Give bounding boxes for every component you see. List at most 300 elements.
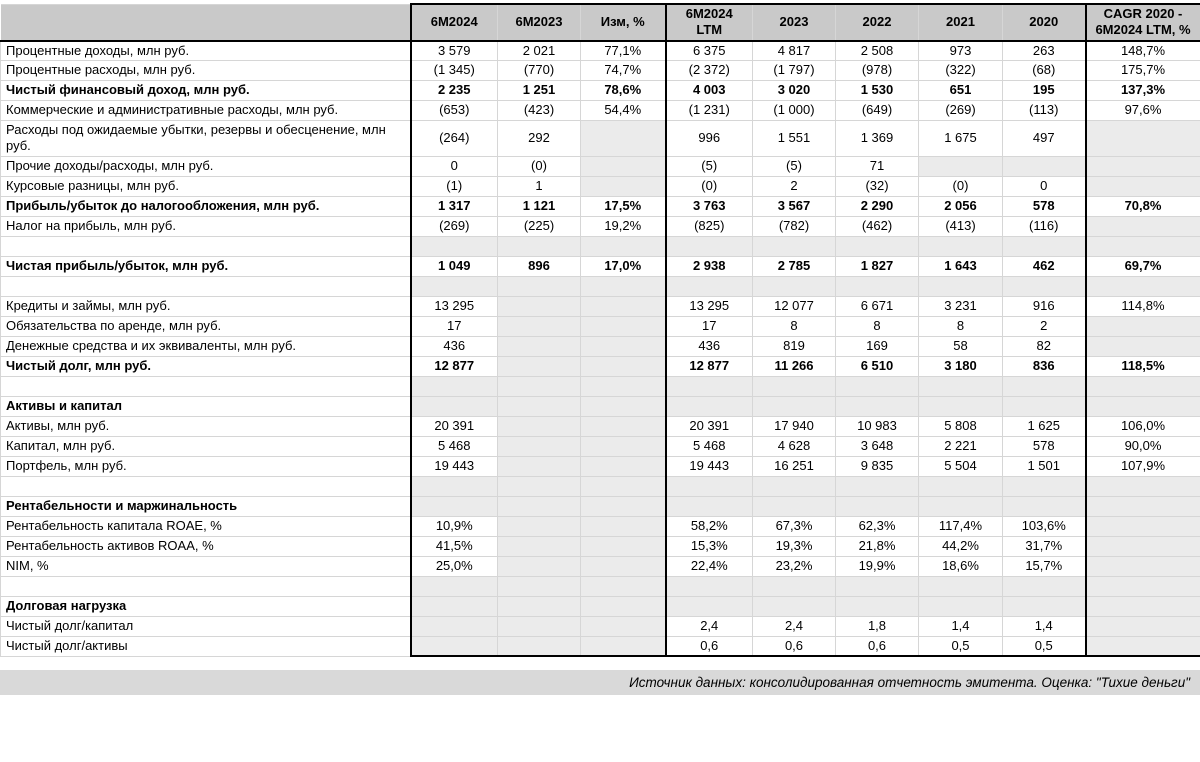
column-header: Изм, % (581, 4, 666, 41)
row-label: Чистый финансовый доход, млн руб. (1, 81, 411, 101)
cell: 1 675 (919, 121, 1003, 157)
cell (666, 496, 753, 516)
cell: 20 391 (666, 416, 753, 436)
cell: (0) (666, 176, 753, 196)
cell (411, 396, 498, 416)
cell: 2 021 (498, 41, 581, 61)
cell: 3 180 (919, 356, 1003, 376)
cell: 6 510 (836, 356, 919, 376)
table-row (1, 356, 1200, 376)
footer-gap (0, 657, 1200, 670)
cell: 148,7% (1086, 41, 1200, 61)
cell: 10 983 (836, 416, 919, 436)
cell (411, 376, 498, 396)
cell (1086, 396, 1200, 416)
row-label: Кредиты и займы, млн руб. (1, 296, 411, 316)
cell: 137,3% (1086, 81, 1200, 101)
cell (581, 176, 666, 196)
cell: 19 443 (666, 456, 753, 476)
cell (498, 336, 581, 356)
cell: 1 551 (753, 121, 836, 157)
cell (581, 416, 666, 436)
cell (581, 156, 666, 176)
cell (836, 276, 919, 296)
cell: 195 (1003, 81, 1086, 101)
cell: 0 (1003, 176, 1086, 196)
cell: 996 (666, 121, 753, 157)
section-header: Рентабельности и маржинальность (1, 496, 411, 516)
cell: 106,0% (1086, 416, 1200, 436)
cell: 0,6 (666, 636, 753, 656)
cell (498, 556, 581, 576)
cell: 67,3% (753, 516, 836, 536)
cell: 19,2% (581, 216, 666, 236)
cell (1086, 476, 1200, 496)
cell: 1 501 (1003, 456, 1086, 476)
cell (581, 616, 666, 636)
table-row (1, 101, 1200, 121)
cell: 578 (1003, 436, 1086, 456)
footer-band (0, 670, 1200, 695)
cell (1086, 376, 1200, 396)
row-label: Прочие доходы/расходы, млн руб. (1, 156, 411, 176)
cell: (413) (919, 216, 1003, 236)
table-row (1, 156, 1200, 176)
cell (1086, 636, 1200, 656)
column-header: 6М2024 (411, 4, 498, 41)
cell: 16 251 (753, 456, 836, 476)
cell: (0) (919, 176, 1003, 196)
cell (919, 236, 1003, 256)
spacer-row (1, 276, 1200, 296)
column-header: 2021 (919, 4, 1003, 41)
cell (753, 376, 836, 396)
cell: 2 290 (836, 196, 919, 216)
row-label: Рентабельность капитала ROAE, % (1, 516, 411, 536)
cell: 12 877 (666, 356, 753, 376)
cell (581, 276, 666, 296)
cell (919, 376, 1003, 396)
table-row (1, 416, 1200, 436)
cell (666, 236, 753, 256)
cell (1086, 156, 1200, 176)
row-label: Процентные доходы, млн руб. (1, 41, 411, 61)
cell: 90,0% (1086, 436, 1200, 456)
cell: (322) (919, 61, 1003, 81)
cell: 1 625 (1003, 416, 1086, 436)
cell: 4 628 (753, 436, 836, 456)
cell: 1,4 (919, 616, 1003, 636)
section-header: Долговая нагрузка (1, 596, 411, 616)
cell (498, 396, 581, 416)
cell: 1 (498, 176, 581, 196)
row-label: Портфель, млн руб. (1, 456, 411, 476)
cell: 10,9% (411, 516, 498, 536)
cell (581, 316, 666, 336)
row-label: Процентные расходы, млн руб. (1, 61, 411, 81)
cell (1086, 121, 1200, 157)
cell: 15,7% (1003, 556, 1086, 576)
cell: 8 (753, 316, 836, 336)
cell (581, 556, 666, 576)
cell: (1 231) (666, 101, 753, 121)
cell: 651 (919, 81, 1003, 101)
section-header: Активы и капитал (1, 396, 411, 416)
cell: 3 567 (753, 196, 836, 216)
cell (581, 576, 666, 596)
cell: 0 (411, 156, 498, 176)
cell: 5 504 (919, 456, 1003, 476)
cell: 19 443 (411, 456, 498, 476)
row-label: Денежные средства и их эквиваленты, млн руб. (1, 336, 411, 356)
cell: (116) (1003, 216, 1086, 236)
cell (411, 576, 498, 596)
cell: 1 643 (919, 256, 1003, 276)
cell: (1 797) (753, 61, 836, 81)
cell (666, 376, 753, 396)
cell (836, 376, 919, 396)
cell (1086, 216, 1200, 236)
cell: (825) (666, 216, 753, 236)
cell: 1 251 (498, 81, 581, 101)
cell: 2 (753, 176, 836, 196)
cell (498, 296, 581, 316)
cell: 44,2% (919, 536, 1003, 556)
spacer-row (1, 376, 1200, 396)
cell: 896 (498, 256, 581, 276)
cell (498, 516, 581, 536)
cell: (5) (666, 156, 753, 176)
cell: (225) (498, 216, 581, 236)
cell (498, 456, 581, 476)
cell: 114,8% (1086, 296, 1200, 316)
cell (1086, 276, 1200, 296)
cell: (264) (411, 121, 498, 157)
cell: 19,9% (836, 556, 919, 576)
cell (919, 396, 1003, 416)
cell (919, 156, 1003, 176)
cell (581, 236, 666, 256)
cell: (423) (498, 101, 581, 121)
row-label (1, 476, 411, 496)
table-row (1, 616, 1200, 636)
cell: 20 391 (411, 416, 498, 436)
table-row (1, 81, 1200, 101)
cell (1086, 536, 1200, 556)
cell: 54,4% (581, 101, 666, 121)
cell: 22,4% (666, 556, 753, 576)
cell: 973 (919, 41, 1003, 61)
table-row (1, 316, 1200, 336)
table-row (1, 516, 1200, 536)
cell (498, 616, 581, 636)
cell (919, 576, 1003, 596)
cell: (113) (1003, 101, 1086, 121)
cell: 2 (1003, 316, 1086, 336)
cell: 1 049 (411, 256, 498, 276)
corner-cell (1, 4, 411, 41)
table-row (1, 41, 1200, 61)
cell (666, 596, 753, 616)
row-label: Коммерческие и административные расходы, млн руб. (1, 101, 411, 121)
column-header: 2022 (836, 4, 919, 41)
cell (411, 496, 498, 516)
cell: 25,0% (411, 556, 498, 576)
cell: (5) (753, 156, 836, 176)
row-label (1, 576, 411, 596)
cell: 23,2% (753, 556, 836, 576)
cell (411, 476, 498, 496)
cell: 4 003 (666, 81, 753, 101)
row-label: Чистый долг/активы (1, 636, 411, 656)
cell: (269) (411, 216, 498, 236)
cell: (68) (1003, 61, 1086, 81)
cell: 292 (498, 121, 581, 157)
cell: 107,9% (1086, 456, 1200, 476)
cell: (1 345) (411, 61, 498, 81)
row-label: Налог на прибыль, млн руб. (1, 216, 411, 236)
cell: 1 317 (411, 196, 498, 216)
cell: 2 508 (836, 41, 919, 61)
cell: (0) (498, 156, 581, 176)
cell: 819 (753, 336, 836, 356)
cell (498, 496, 581, 516)
cell (1003, 496, 1086, 516)
row-label: Капитал, млн руб. (1, 436, 411, 456)
row-label: Расходы под ожидаемые убытки, резервы и обесценение, млн руб. (1, 121, 411, 157)
cell (753, 576, 836, 596)
row-label: Рентабельность активов ROAA, % (1, 536, 411, 556)
row-label: Чистая прибыль/убыток, млн руб. (1, 256, 411, 276)
cell: 3 648 (836, 436, 919, 456)
cell: 578 (1003, 196, 1086, 216)
column-header: 2023 (753, 4, 836, 41)
table-row (1, 336, 1200, 356)
table-row (1, 176, 1200, 196)
column-header: CAGR 2020 - 6М2024 LTM, % (1086, 4, 1200, 41)
section-row (1, 396, 1200, 416)
row-label (1, 376, 411, 396)
cell: (462) (836, 216, 919, 236)
cell: 2 221 (919, 436, 1003, 456)
cell: 17,5% (581, 196, 666, 216)
cell: 31,7% (1003, 536, 1086, 556)
cell: 62,3% (836, 516, 919, 536)
cell (581, 516, 666, 536)
cell (666, 396, 753, 416)
cell (919, 276, 1003, 296)
cell: 17 940 (753, 416, 836, 436)
cell: (32) (836, 176, 919, 196)
cell: (269) (919, 101, 1003, 121)
cell (581, 476, 666, 496)
cell: 1 827 (836, 256, 919, 276)
cell (581, 336, 666, 356)
cell: 3 231 (919, 296, 1003, 316)
cell: 2,4 (753, 616, 836, 636)
cell (498, 416, 581, 436)
cell (666, 576, 753, 596)
column-header: 6М2023 (498, 4, 581, 41)
cell (498, 276, 581, 296)
cell (581, 376, 666, 396)
cell: 0,6 (836, 636, 919, 656)
cell: 41,5% (411, 536, 498, 556)
cell (836, 236, 919, 256)
cell: 0,5 (919, 636, 1003, 656)
cell (1086, 316, 1200, 336)
cell (753, 596, 836, 616)
cell: (2 372) (666, 61, 753, 81)
table-body (1, 41, 1200, 657)
financial-table (0, 3, 1200, 657)
cell (753, 396, 836, 416)
cell (666, 476, 753, 496)
cell: 17,0% (581, 256, 666, 276)
cell: 2 938 (666, 256, 753, 276)
cell (1086, 576, 1200, 596)
cell: 3 763 (666, 196, 753, 216)
cell (919, 476, 1003, 496)
section-row (1, 496, 1200, 516)
cell: 436 (666, 336, 753, 356)
cell (411, 276, 498, 296)
cell: 13 295 (411, 296, 498, 316)
row-label: Активы, млн руб. (1, 416, 411, 436)
cell: 1 121 (498, 196, 581, 216)
cell (411, 236, 498, 256)
cell: 13 295 (666, 296, 753, 316)
cell: 19,3% (753, 536, 836, 556)
cell: 58,2% (666, 516, 753, 536)
cell: 1 530 (836, 81, 919, 101)
cell: 103,6% (1003, 516, 1086, 536)
cell: 5 468 (411, 436, 498, 456)
cell (666, 276, 753, 296)
cell: 2,4 (666, 616, 753, 636)
cell: (649) (836, 101, 919, 121)
cell: 17 (666, 316, 753, 336)
cell: 118,5% (1086, 356, 1200, 376)
cell: 916 (1003, 296, 1086, 316)
cell (1086, 176, 1200, 196)
cell (581, 296, 666, 316)
cell: 2 056 (919, 196, 1003, 216)
cell (836, 596, 919, 616)
cell: 263 (1003, 41, 1086, 61)
table-row (1, 296, 1200, 316)
cell (498, 596, 581, 616)
cell: 0,5 (1003, 636, 1086, 656)
cell: 1,8 (836, 616, 919, 636)
table-row (1, 536, 1200, 556)
cell: 497 (1003, 121, 1086, 157)
cell (1003, 576, 1086, 596)
row-label (1, 236, 411, 256)
cell (753, 476, 836, 496)
cell (753, 276, 836, 296)
cell (498, 536, 581, 556)
row-label: Обязательства по аренде, млн руб. (1, 316, 411, 336)
source-note: Источник данных: консолидированная отчетность эмитента. Оценка: "Тихие деньги" (629, 675, 1190, 690)
cell (919, 496, 1003, 516)
cell: 1,4 (1003, 616, 1086, 636)
cell (411, 636, 498, 656)
cell: 8 (919, 316, 1003, 336)
cell: 58 (919, 336, 1003, 356)
cell: 117,4% (919, 516, 1003, 536)
cell: 77,1% (581, 41, 666, 61)
cell: 15,3% (666, 536, 753, 556)
cell: 8 (836, 316, 919, 336)
cell (1086, 516, 1200, 536)
cell (1003, 476, 1086, 496)
cell: 6 671 (836, 296, 919, 316)
cell: (782) (753, 216, 836, 236)
cell: (653) (411, 101, 498, 121)
cell (498, 436, 581, 456)
spacer-row (1, 236, 1200, 256)
cell: 3 020 (753, 81, 836, 101)
cell: 3 579 (411, 41, 498, 61)
row-label: Курсовые разницы, млн руб. (1, 176, 411, 196)
table-row (1, 436, 1200, 456)
spacer-row (1, 576, 1200, 596)
table-row (1, 216, 1200, 236)
cell (1086, 336, 1200, 356)
column-header: 2020 (1003, 4, 1086, 41)
cell (1086, 496, 1200, 516)
cell: 69,7% (1086, 256, 1200, 276)
table-row (1, 256, 1200, 276)
cell: 462 (1003, 256, 1086, 276)
cell: 12 877 (411, 356, 498, 376)
cell (581, 456, 666, 476)
cell: 70,8% (1086, 196, 1200, 216)
row-label: Чистый долг/капитал (1, 616, 411, 636)
cell (411, 616, 498, 636)
cell (1086, 596, 1200, 616)
cell: 1 369 (836, 121, 919, 157)
table-row (1, 456, 1200, 476)
cell (836, 396, 919, 416)
cell: 4 817 (753, 41, 836, 61)
section-row (1, 596, 1200, 616)
cell: (770) (498, 61, 581, 81)
cell (498, 476, 581, 496)
cell (919, 596, 1003, 616)
spacer-row (1, 476, 1200, 496)
cell (581, 536, 666, 556)
cell: 11 266 (753, 356, 836, 376)
cell (1003, 596, 1086, 616)
header-row (1, 4, 1200, 41)
cell (498, 316, 581, 336)
cell (753, 236, 836, 256)
cell (836, 576, 919, 596)
cell (836, 496, 919, 516)
cell (498, 636, 581, 656)
table-row (1, 121, 1200, 157)
cell (1086, 236, 1200, 256)
cell (1003, 376, 1086, 396)
cell (1086, 616, 1200, 636)
cell: 9 835 (836, 456, 919, 476)
cell: 5 808 (919, 416, 1003, 436)
table-header (1, 4, 1200, 41)
cell: 17 (411, 316, 498, 336)
cell: 2 785 (753, 256, 836, 276)
